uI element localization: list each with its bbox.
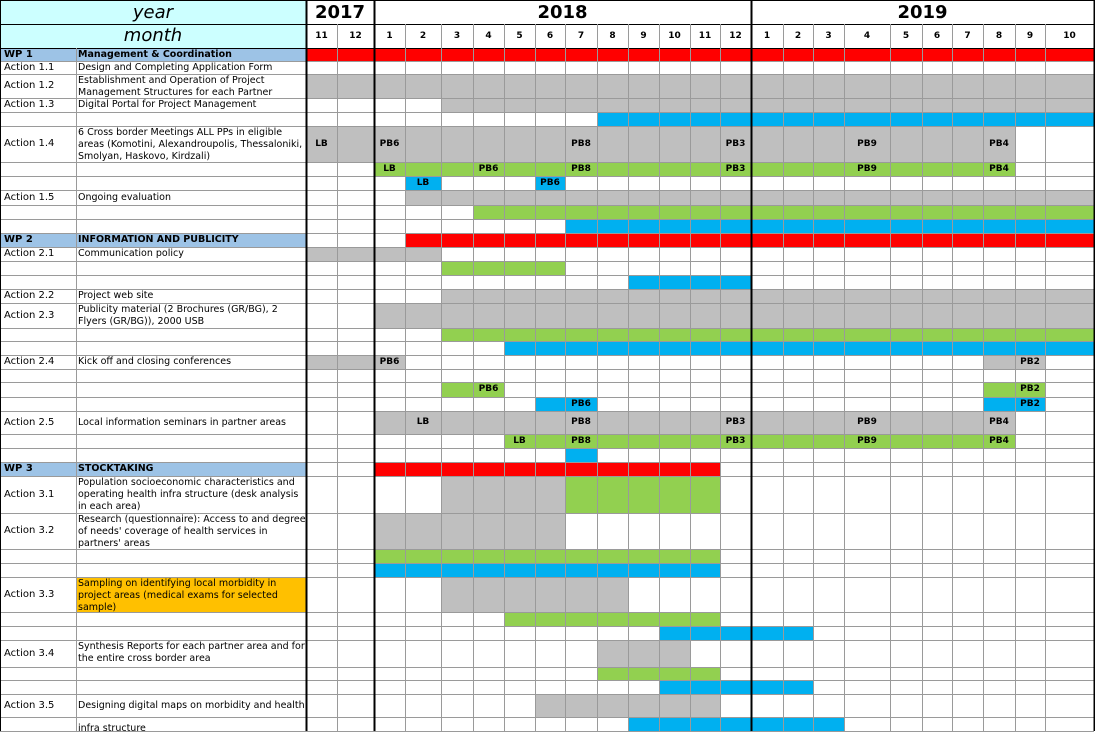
month-label: 4	[863, 31, 871, 41]
month-header-label: month	[123, 25, 183, 46]
row-description: Communication policy	[78, 248, 184, 259]
year-2019: 2019	[897, 2, 948, 23]
gantt-bar-label: PB6	[478, 384, 499, 394]
gantt-bar-label: PB8	[571, 164, 591, 174]
month-label: 2	[419, 31, 427, 41]
row-description: STOCKTAKING	[78, 463, 154, 474]
gantt-bar-label: PB3	[725, 417, 746, 427]
month-label: 9	[1026, 31, 1034, 41]
row-description: Project web site	[78, 290, 154, 301]
row-description: Publicity material (2 Brochures (GR/BG), 2 Flyers (GR/BG)), 2000 USB	[78, 304, 278, 327]
gantt-bar-label: PB9	[857, 139, 877, 149]
month-label: 6	[933, 31, 941, 41]
row-description: Sampling on identifying local morbidity in project areas (medical exams for selected sample)	[78, 578, 278, 613]
month-label: 6	[546, 31, 554, 41]
row-code: Action 1.3	[4, 99, 55, 110]
gantt-bar-label: PB9	[857, 436, 877, 446]
gantt-bar-label: PB6	[540, 178, 560, 188]
month-label: 5	[516, 31, 523, 41]
month-label: 1	[763, 31, 771, 41]
gantt-bar-label: PB4	[989, 417, 1009, 427]
month-label: 8	[609, 31, 616, 41]
gantt-bar-label: PB3	[725, 436, 746, 446]
gantt-bar-label: PB6	[379, 139, 400, 149]
gantt-bar-label: LB	[383, 164, 396, 174]
gantt-bar-label: LB	[416, 417, 430, 427]
row-description: Kick off and closing conferences	[78, 356, 232, 367]
row-code: Action 1.4	[4, 138, 55, 149]
year-header-label: year	[132, 2, 174, 23]
row-description: Designing digital maps on morbidity and health infra structure	[78, 700, 305, 734]
row-code: Action 3.3	[4, 589, 55, 600]
month-label: 11	[698, 31, 712, 41]
row-code: Action 3.2	[4, 525, 55, 536]
gantt-bar-label: PB8	[571, 139, 591, 149]
gantt-bar-label: PB9	[857, 164, 877, 174]
month-label: 5	[902, 31, 910, 41]
row-description: Research (questionnaire): Access to and degree of needs' coverage of health services in partners' areas	[78, 514, 306, 549]
gantt-bar-label: PB6	[571, 399, 591, 409]
month-label: 11	[315, 31, 328, 41]
gantt-bar-label: LB	[513, 436, 526, 446]
row-code: Action 2.2	[4, 290, 55, 301]
year-2017: 2017	[314, 2, 366, 23]
gantt-bar-label: PB8	[571, 436, 591, 446]
row-description: Ongoing evaluation	[78, 192, 172, 203]
gantt-bar-label: PB2	[1020, 384, 1040, 394]
row-description: Establishment and Operation of Project Management Structures for each Partner	[78, 75, 273, 98]
gantt-bar-label: PB4	[989, 139, 1009, 149]
month-label: 7	[577, 31, 585, 41]
row-code: Action 2.1	[4, 248, 55, 259]
gantt-bar-label: LB	[416, 178, 430, 188]
row-description: 6 Cross border Meetings ALL PPs in eligible areas (Komotini, Alexandroupolis, Thessaloniki, Smolyan, Haskovo, Kirdzali)	[78, 127, 303, 162]
row-code: Action 1.2	[4, 80, 55, 91]
row-description: Synthesis Reports for each partner area and for the entire cross border area	[78, 641, 305, 664]
month-label: 10	[668, 31, 681, 41]
row-code: Action 3.5	[4, 700, 55, 711]
row-code: Action 2.3	[4, 310, 55, 321]
month-label: 1	[386, 31, 393, 41]
row-code: Action 2.4	[4, 356, 55, 367]
row-code: Action 1.1	[4, 62, 55, 73]
month-label: 2	[794, 31, 802, 41]
row-description: INFORMATION AND PUBLICITY	[78, 234, 239, 245]
month-label: 4	[485, 31, 492, 41]
month-label: 3	[453, 31, 461, 41]
row-description: Design and Completing Application Form	[78, 62, 273, 73]
gantt-bar-label: PB3	[725, 139, 746, 149]
row-code: Action 1.5	[4, 192, 55, 203]
month-label: 8	[995, 31, 1003, 41]
row-code: WP 2	[4, 234, 33, 245]
row-description: Management & Coordination	[78, 49, 232, 60]
month-label: 12	[349, 31, 362, 41]
month-label: 7	[964, 31, 971, 41]
month-label: 10	[1063, 31, 1076, 41]
row-code: Action 2.5	[4, 417, 55, 428]
month-label: 12	[729, 31, 742, 41]
row-description: Digital Portal for Project Management	[78, 99, 257, 110]
gantt-bar-label: PB2	[1020, 399, 1040, 409]
row-description: Local information seminars in partner areas	[78, 417, 286, 428]
gantt-bar-label: PB4	[989, 436, 1009, 446]
gantt-bar-label: PB8	[571, 417, 591, 427]
gantt-bar-label: PB6	[379, 357, 400, 367]
row-code: Action 3.4	[4, 648, 55, 659]
month-label: 3	[825, 31, 832, 41]
gantt-bar-label: PB3	[725, 164, 746, 174]
year-2018: 2018	[537, 2, 588, 23]
row-description: Population socioeconomic characteristics and operating health infra structure (desk analysis in each area)	[78, 477, 299, 512]
gantt-bar-label: PB9	[857, 417, 877, 427]
row-code: WP 3	[4, 463, 33, 474]
gantt-bar-label: PB2	[1020, 357, 1040, 367]
gantt-bar-label: PB6	[478, 164, 499, 174]
gantt-bar-label: PB4	[989, 164, 1009, 174]
gantt-bar-label: LB	[315, 139, 328, 149]
row-code: Action 3.1	[4, 489, 55, 500]
row-code: WP 1	[4, 49, 33, 60]
month-label: 9	[640, 31, 647, 41]
